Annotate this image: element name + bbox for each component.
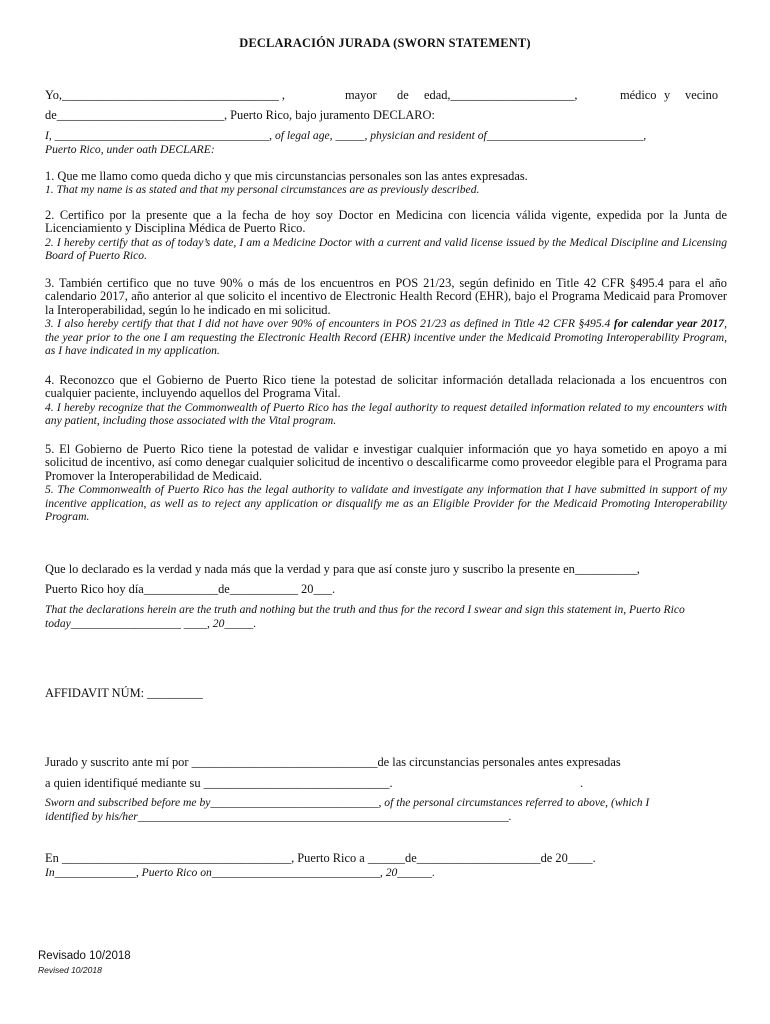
declaration-item-2	[45, 209, 727, 263]
declaration-item-3	[45, 277, 727, 357]
item-5-en: 5. The Commonwealth of Puerto Rico has the legal authority to validate and investigate any information that I have submitted in support of my incentive application, as well as to reject any application or disqualify me as an Eligible Provider for the Medicaid Promoting Interoperability Program.	[45, 483, 727, 524]
jurat-en-line1: Sworn and subscribed before me by_____________________________, of the personal circumstances referred to above, (which I	[45, 796, 650, 809]
intro-en-line1: I, _____________________________________, of legal age, _____, physician and resident of___________________________,	[45, 129, 647, 142]
intro-de: de	[397, 88, 409, 102]
item-4-en: 4. I hereby recognize that the Commonwealth of Puerto Rico has the legal authority to request detailed information related to my encounters with any patient, including those associated with the Vital program.	[45, 400, 727, 428]
intro-vecino: vecino	[685, 88, 719, 102]
jurat-es-line1: Jurado y suscrito ante mí por ______________________________de las circunstancias personales antes expresadas	[45, 755, 621, 769]
jurat-es-line2-dot: .	[580, 776, 584, 790]
intro-es-line2: de___________________________, Puerto Rico, bajo juramento DECLARO:	[45, 108, 435, 122]
item-2-en: 2. I hereby certify that as of today’s date, I am a Medicine Doctor with a current and valid license issued by the Medical Discipline and Licensing Board of Puerto Rico.	[45, 235, 727, 263]
closing-en-line2: today___________________ ____, 20_____.	[45, 617, 257, 630]
intro-mayor: mayor	[345, 88, 377, 102]
intro-edad-field: edad,____________________,	[424, 88, 578, 102]
place-es-line: En _____________________________________, Puerto Rico a ______de____________________de 20____.	[45, 851, 596, 865]
footer-revised-en: Revised 10/2018	[38, 965, 102, 975]
item-1-es: 1. Que me llamo como queda dicho y que mis circunstancias personales son las antes expresadas.	[45, 169, 528, 183]
intro-yo-field: Yo,___________________________________ ,	[45, 88, 286, 102]
item-3-en-bold: for calendar year 2017	[613, 317, 725, 331]
jurat-en-line2: identified by his/her________________________________________________________________.	[45, 810, 512, 823]
item-4-es: 4. Reconozco que el Gobierno de Puerto Rico tiene la potestad de solicitar información detallada relacionada a los encuentros con cualquier paciente, incluyendo aquellos del Programa Vital.	[45, 373, 727, 401]
item-1-en: 1. That my name is as stated and that my personal circumstances are as previously described.	[45, 183, 480, 197]
intro-en-line2: Puerto Rico, under oath DECLARE:	[45, 143, 215, 156]
declaration-item-4	[45, 374, 727, 428]
document-title: DECLARACIÓN JURADA (SWORN STATEMENT)	[239, 36, 531, 50]
affidavit-number: AFFIDAVIT NÚM: _________	[45, 686, 203, 700]
closing-en-line1: That the declarations herein are the truth and nothing but the truth and thus for the record I swear and sign this statement in, Puerto Rico	[45, 603, 685, 616]
jurat-es-line2: a quien identifiqué mediante su ______________________________.	[45, 776, 393, 790]
place-en-line: In______________, Puerto Rico on_____________________________, 20______.	[45, 866, 435, 879]
intro-medico: médico	[620, 88, 657, 102]
footer-revised-es: Revisado 10/2018	[38, 950, 131, 962]
declaration-item-1	[45, 170, 727, 197]
item-2-es: 2. Certifico por la presente que a la fecha de hoy soy Doctor en Medicina con licencia válida vigente, expedida por la Junta de Licenciamiento y Disciplina Médica de Puerto Rico.	[45, 208, 727, 236]
item-5-es: 5. El Gobierno de Puerto Rico tiene la potestad de validar e investigar cualquier información que yo haya sometido en apoyo a mi solicitud de incentivo, así como denegar cualquier solicitud de incentivo o descalificarme como proveedor elegible para el Programa para Promover la Interoperabilidad de Medicaid.	[45, 442, 727, 483]
item-3-en-pre: 3. I also hereby certify that that I did not have over 90% of encounters in POS 21/23 as defined in Title 42 CFR §495.4	[45, 317, 614, 331]
declaration-item-5	[45, 443, 727, 523]
item-3-es: 3. También certifico que no tuve 90% o más de los encuentros en POS 21/23, según definido en Title 42 CFR §495.4 para el año calendario 2017, año anterior al que solicito el incentivo de Electronic Health Record (EHR), bajo el Programa Medicaid para Promover la Interoperabilidad, según lo he indicado en mi solicitud.	[45, 276, 727, 317]
closing-es-line2: Puerto Rico hoy día____________de___________ 20___.	[45, 582, 336, 596]
item-3-en-post: , the year prior to the one I am requesting the Electronic Health Record (EHR) incentive under the Medicaid Promoting Interoperability Program, as I have indicated in my application.	[45, 317, 727, 358]
intro-y: y	[664, 88, 671, 102]
closing-es-line1: Que lo declarado es la verdad y nada más que la verdad y para que así conste juro y suscribo la presente en__________,	[45, 562, 640, 576]
item-3-en	[45, 317, 727, 357]
